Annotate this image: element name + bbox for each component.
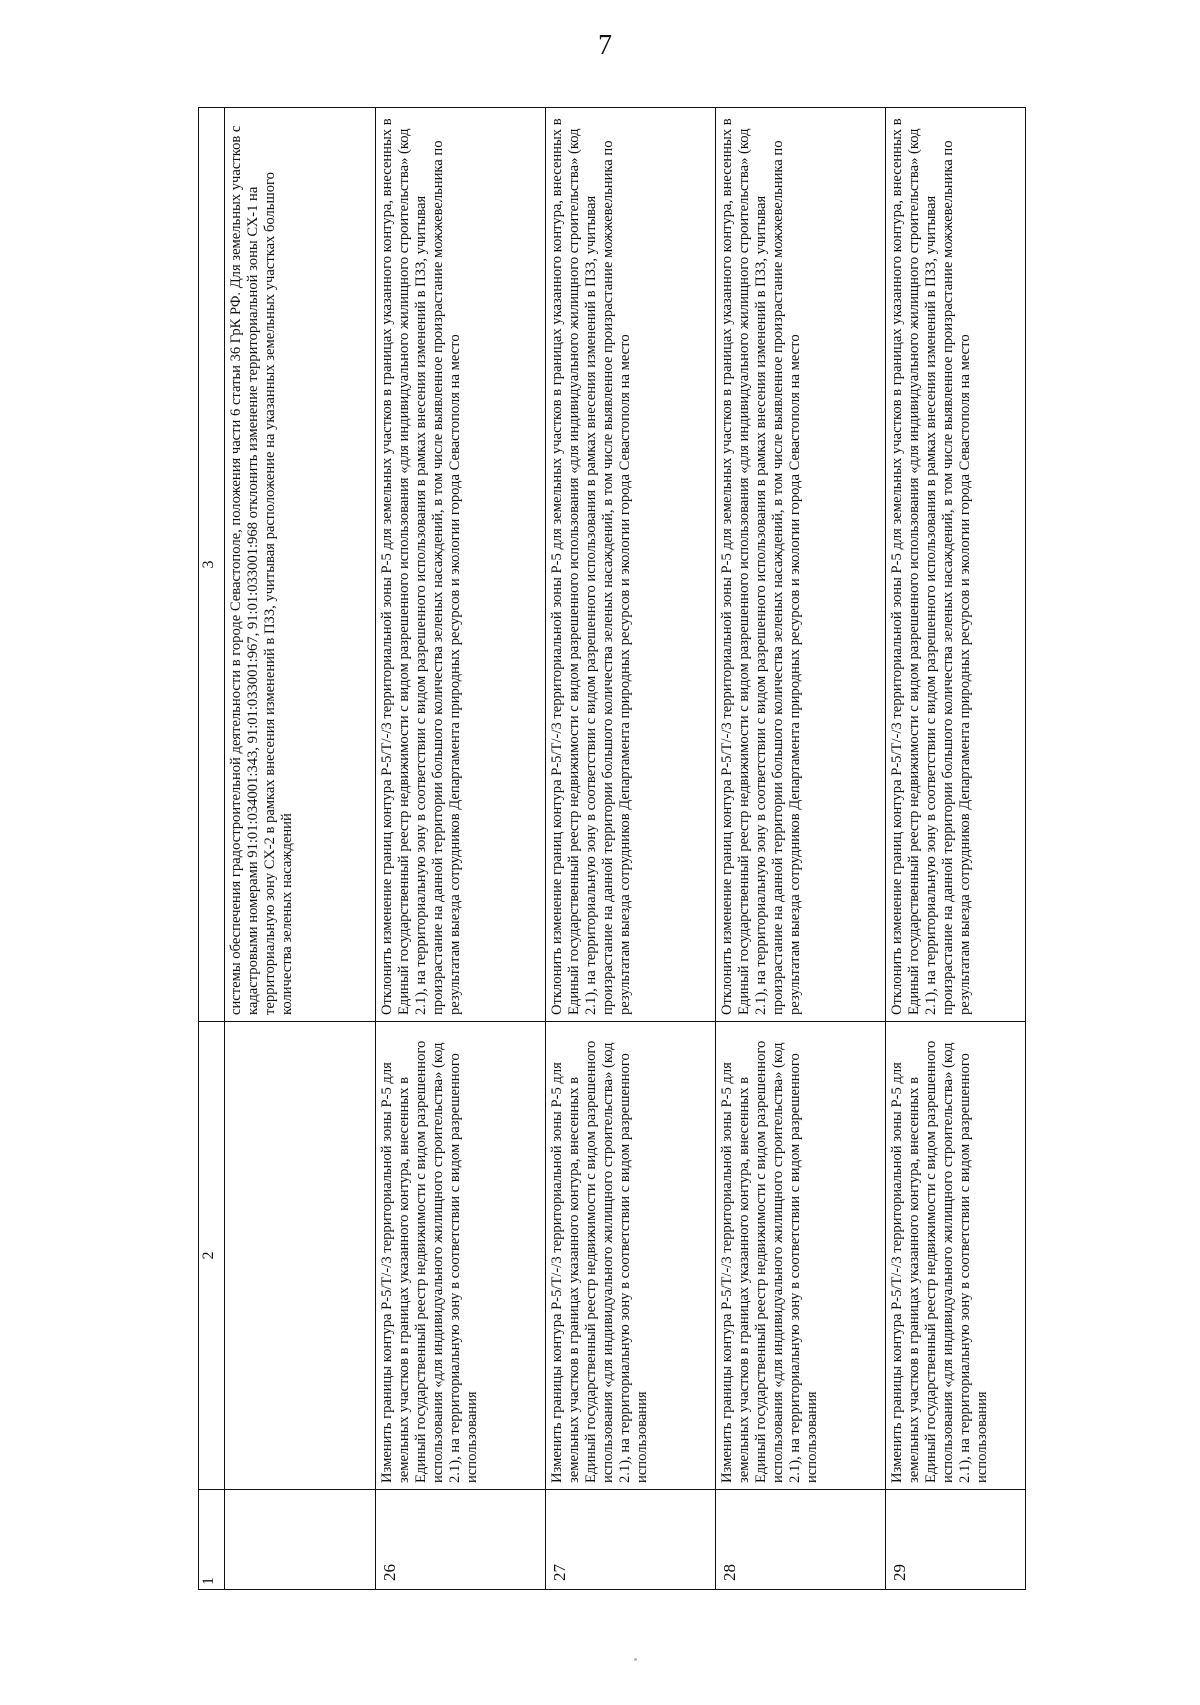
decision-cell: Отклонить изменение границ контура Р-5/Т/-/3 территориальной зоны Р-5 для земельных участков в границах указанного контура, внесенных в Единый государственный реестр недвижимости с видом разрешенного использования «для индивидуального жилищного строительства» (код 2.1), на территориальную зону в соответствии с видом разрешенного использования в рамках внесения изменений в ПЗЗ, учитывая произрастание на данной территории большого количества зеленых насаждений, в том числе выявленное произрастание можжевельника по результатам выезда сотрудников Департамента природных ресурсов и экологии города Севастополя на место [716,108,886,1022]
decision-cell: Отклонить изменение границ контура Р-5/Т/-/3 территориальной зоны Р-5 для земельных участков в границах указанного контура, внесенных в Единый государственный реестр недвижимости с видом разрешенного использования «для индивидуального жилищного строительства» (код 2.1), на территориальную зону в соответствии с видом разрешенного использования в рамках внесения изменений в ПЗЗ, учитывая произрастание на данной территории большого количества зеленых насаждений, в том числе выявленное произрастание можжевельника по результатам выезда сотрудников Департамента природных ресурсов и экологии города Севастополя на место [376,108,546,1022]
table-row [376,108,546,1590]
table-row [886,108,1026,1590]
row-number: 26 [376,1490,546,1590]
scan-dot [634,1658,637,1661]
header-col-3: 3 [199,108,225,1022]
table-row [716,108,886,1590]
header-col-1: 1 [199,1490,225,1590]
row-number: 29 [886,1490,1026,1590]
proposal-cell: Изменить границы контура Р-5/Т/-/3 территориальной зоны Р-5 для земельных участков в границах указанного контура, внесенных в Единый государственный реестр недвижимости с видом разрешенного использования «для индивидуального жилищного строительства» (код 2.1), на территориальную зону в соответствии с видом разрешенного использования [716,1022,886,1490]
row-number: 28 [716,1490,886,1590]
proposal-cell: Изменить границы контура Р-5/Т/-/3 территориальной зоны Р-5 для земельных участков в границах указанного контура, внесенных в Единый государственный реестр недвижимости с видом разрешенного использования «для индивидуального жилищного строительства» (код 2.1), на территориальную зону в соответствии с видом разрешенного использования [546,1022,716,1490]
proposal-cell [225,1022,376,1490]
rotated-table-container [198,108,1025,1590]
decision-cell: системы обеспечения градостроительной деятельности в городе Севастополе, положения части 6 статьи 36 ГрК РФ. Для земельных участков с кадастровыми номерами 91:01:034001:343, 91:01:033001:967, 91:01:033001:968 отклонить изменение территориальной зоны СХ-1 на территориальную зону СХ-2 в рамках внесения изменений в ПЗЗ, учитывая расположение на указанных земельных участках большого количества зеленых насаждений [225,108,376,1022]
proposal-cell: Изменить границы контура Р-5/Т/-/3 территориальной зоны Р-5 для земельных участков в границах указанного контура, внесенных в Единый государственный реестр недвижимости с видом разрешенного использования «для индивидуального жилищного строительства» (код 2.1), на территориальную зону в соответствии с видом разрешенного использования [886,1022,1026,1490]
row-number [225,1490,376,1590]
decision-cell: Отклонить изменение границ контура Р-5/Т/-/3 территориальной зоны Р-5 для земельных участков в границах указанного контура, внесенных в Единый государственный реестр недвижимости с видом разрешенного использования «для индивидуального жилищного строительства» (код 2.1), на территориальную зону в соответствии с видом разрешенного использования в рамках внесения изменений в ПЗЗ, учитывая произрастание на данной территории большого количества зеленых насаждений, в том числе выявленное произрастание можжевельника по результатам выезда сотрудников Департамента природных ресурсов и экологии города Севастополя на место [886,108,1026,1022]
table-row [546,108,716,1590]
decisions-table [198,107,1026,1590]
page-number: 7 [598,30,612,61]
table-header-row [199,108,225,1590]
header-col-2: 2 [199,1022,225,1490]
row-number: 27 [546,1490,716,1590]
table-row [225,108,376,1590]
decision-cell: Отклонить изменение границ контура Р-5/Т/-/3 территориальной зоны Р-5 для земельных участков в границах указанного контура, внесенных в Единый государственный реестр недвижимости с видом разрешенного использования «для индивидуального жилищного строительства» (код 2.1), на территориальную зону в соответствии с видом разрешенного использования в рамках внесения изменений в ПЗЗ, учитывая произрастание на данной территории большого количества зеленых насаждений, в том числе выявленное произрастание можжевельника по результатам выезда сотрудников Департамента природных ресурсов и экологии города Севастополя на место [546,108,716,1022]
proposal-cell: Изменить границы контура Р-5/Т/-/3 территориальной зоны Р-5 для земельных участков в границах указанного контура, внесенных в Единый государственный реестр недвижимости с видом разрешенного использования «для индивидуального жилищного строительства» (код 2.1), на территориальную зону в соответствии с видом разрешенного использования [376,1022,546,1490]
